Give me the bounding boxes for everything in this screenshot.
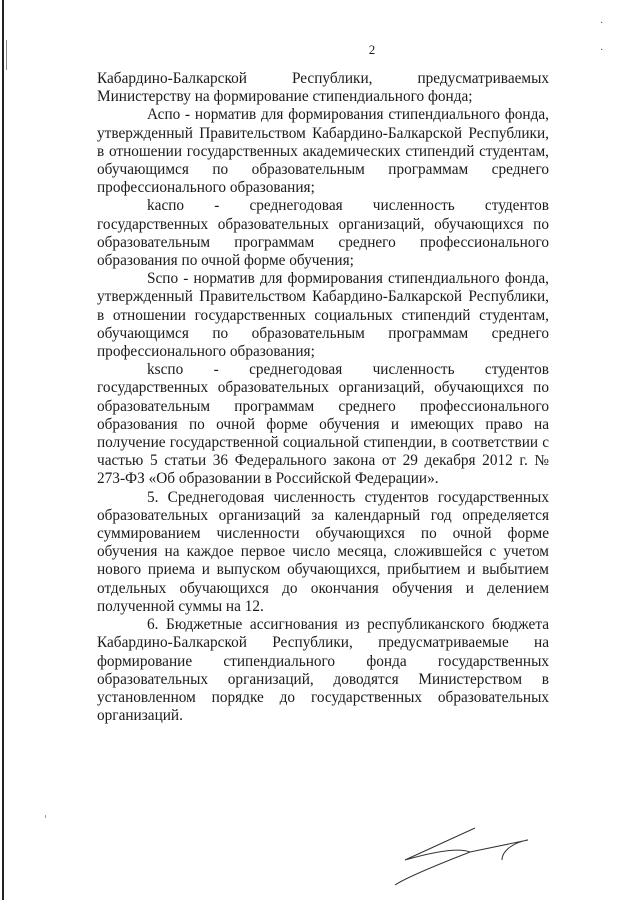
paragraph: Кабардино-Балкарской Республики, предусматриваемых Министерству на формирование стипендиального фонда;: [97, 70, 549, 106]
document-body: [97, 70, 549, 725]
paragraph-kacpo-definition: kacпо - среднегодовая численность студентов государственных образовательных организаций, обучающихся по образовательным программам среднего профессионального образования по очной форме обучения;: [97, 197, 549, 270]
paragraph-item-5: 5. Среднегодовая численность студентов государственных образовательных организаций за календарный год определяется суммированием численности обучающихся по очной форме обучения на каждое первое число месяца, сложившейся с учетом нового приема и выпуском обучающихся, прибытием и выбытием отдельных обучающихся до окончания обучения и делением полученной суммы на 12.: [97, 488, 549, 615]
scan-speck: ·: [600, 45, 604, 56]
paragraph-scpo-definition: Scпо - норматив для формирования стипендиального фонда, утвержденный Правительством Кабардино-Балкарской Республики, в отношении государственных социальных стипендий студентам, обучающимся по образовательным программам среднего профессионального образования;: [97, 270, 549, 361]
paragraph-item-6: 6. Бюджетные ассигнования из республиканского бюджета Кабардино-Балкарской Республики, предусматриваемые на формирование стипендиального фонда государственных образовательных организаций, доводятся Министерством в установленном порядке до государственных образовательных организаций.: [97, 616, 549, 725]
paragraph-acpo-definition: Аспо - норматив для формирования стипендиального фонда, утвержденный Правительством Кабардино-Балкарской Республики, в отношении государственных академических стипендий студентам, обучающимся по образовательным программам среднего профессионального образования;: [97, 106, 549, 197]
scan-edge-mark: [6, 40, 7, 70]
page-number: 2: [368, 42, 376, 57]
scan-speck: ·: [600, 18, 604, 29]
scan-edge-line: [2, 0, 4, 900]
paragraph-kscpo-definition: kscпо - среднегодовая численность студентов государственных образовательных организаций, обучающихся по образовательным программам среднего профессионального образования по очной форме обучения и имеющих право на получение государственной социальной стипендии, в соответствии с частью 5 статьи 36 Федерального закона от 29 декабря 2012 г. № 273-ФЗ «Об образовании в Российской Федерации».: [97, 361, 549, 488]
scan-speck: [45, 815, 46, 818]
signature-image: [375, 820, 535, 900]
